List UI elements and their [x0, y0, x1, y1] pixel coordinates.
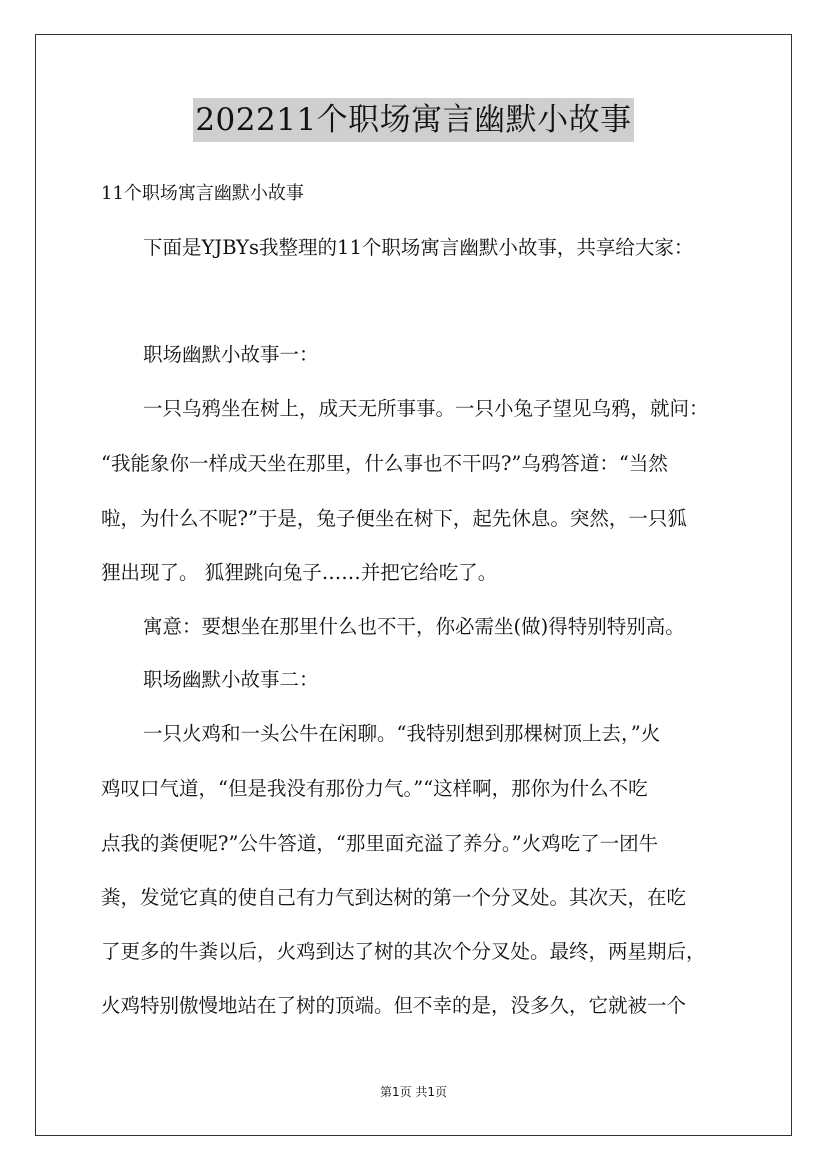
story-two-line: 鸡叹口气道，“但是我没有那份力气。”“这样啊，那你为什么不吃 — [101, 777, 648, 800]
story-two-line: 点我的粪便呢?”公牛答道，“那里面充溢了养分。”火鸡吃了一团牛 — [101, 832, 659, 855]
story-two-heading: 职场幽默小故事二： — [143, 668, 319, 691]
story-one-line: “我能象你一样成天坐在那里，什么事也不干吗?”乌鸦答道：“当然 — [101, 452, 668, 475]
story-one-line: 一只乌鸦坐在树上，成天无所事事。一只小兔子望见乌鸦，就问： — [143, 397, 709, 420]
story-two-line: 了更多的牛粪以后，火鸡到达了树的其次个分叉处。最终，两星期后， — [101, 940, 706, 963]
story-one-line: 啦，为什么不呢?”于是，兔子便坐在树下，起先休息。突然，一只狐 — [101, 507, 687, 530]
story-one-moral: 寓意：要想坐在那里什么也不干，你必需坐(做)得特别特别高。 — [143, 615, 685, 638]
story-one-heading: 职场幽默小故事一： — [143, 343, 319, 366]
document-title — [0, 98, 827, 142]
story-two-line: 粪，发觉它真的使自己有力气到达树的第一个分叉处。其次天，在吃 — [101, 886, 687, 909]
title-text: 202211个职场寓言幽默小故事 — [193, 98, 633, 142]
page-number-footer: 第1页 共1页 — [379, 1085, 448, 1099]
intro-paragraph: 下面是YJBYs我整理的11个职场寓言幽默小故事，共享给大家： — [143, 236, 694, 259]
story-one-line: 狸出现了。 狐狸跳向兔子……并把它给吃了。 — [101, 561, 498, 584]
document-subtitle: 11个职场寓言幽默小故事 — [101, 183, 304, 204]
story-two-line: 火鸡特别傲慢地站在了树的顶端。但不幸的是，没多久，它就被一个 — [101, 994, 687, 1017]
story-two-line: 一只火鸡和一头公牛在闲聊。“我特别想到那棵树顶上去，”火 — [143, 722, 661, 745]
